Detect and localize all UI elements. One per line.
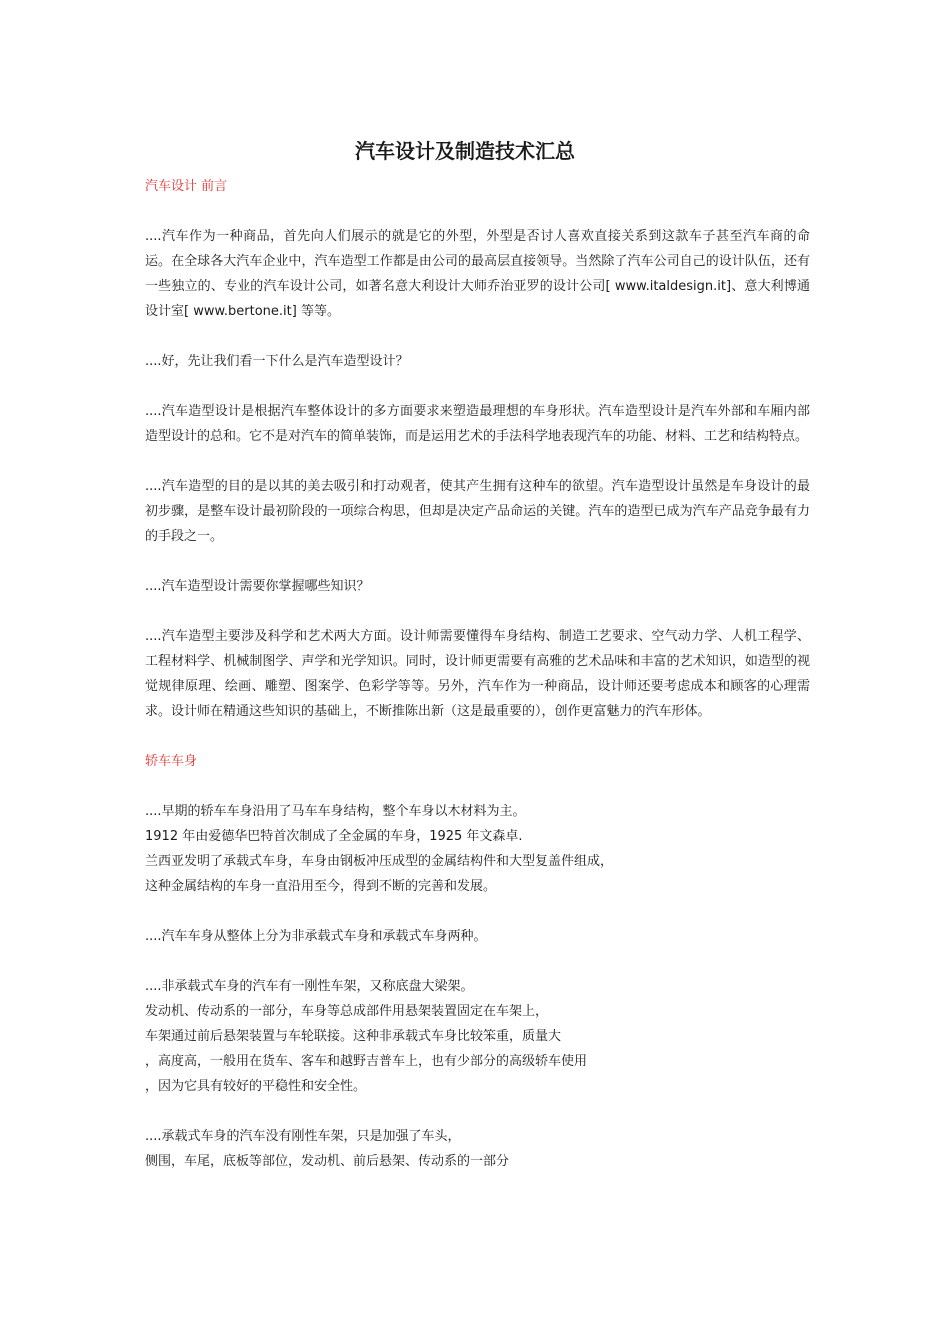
paragraph: ....好，先让我们看一下什么是汽车造型设计？ [145, 354, 409, 369]
text-line: ....汽车车身从整体上分为非承载式车身和承载式车身两种。 [145, 929, 487, 944]
text-line: 兰西亚发明了承载式车身，车身由钢板冲压成型的金属结构件和大型复盖件组成， [145, 854, 614, 869]
paragraph: ....汽车造型主要涉及科学和艺术两大方面。设计师需要懂得车身结构、制造工艺要求、空气动力学、人机工程学、工程材料学、机械制图学、声学和光学知识。同时，设计师更需要有高雅的艺术品味和丰富的艺术知识，如造型的视觉规律原理、绘画、雕塑、图案学、色彩学等等。另外，汽车作为一种商品，设计师还要考虑成本和顾客的心理需求。设计师在精通这些知识的基础上，不断推陈出新（这是最重要的），创作更富魅力的汽车形体。 [145, 629, 810, 719]
section-heading-preface: 汽车设计 前言 [145, 179, 228, 194]
paragraph-block [145, 924, 810, 949]
paragraph-block [145, 799, 810, 899]
text-line: ....非承载式车身的汽车有一刚性车架，又称底盘大梁架。 [145, 979, 474, 994]
text-line: 侧围，车尾，底板等部位，发动机、前后悬架、传动系的一部分 [145, 1154, 510, 1169]
document-body [145, 174, 810, 1199]
paragraph-block [145, 974, 810, 1099]
paragraph: ....汽车作为一种商品，首先向人们展示的就是它的外型，外型是否讨人喜欢直接关系到这款车子甚至汽车商的命运。在全球各大汽车企业中，汽车造型工作都是由公司的最高层直接领导。当然除了汽车公司自己的设计队伍，还有一些独立的、专业的汽车设计公司，如著名意大利设计大师乔治亚罗的设计公司[ www.italdesign.it]、意大利博通设计室[ www.bertone.it] 等等。 [145, 229, 810, 319]
paragraph: ....汽车造型的目的是以其的美去吸引和打动观者，使其产生拥有这种车的欲望。汽车造型设计虽然是车身设计的最初步骤，是整车设计最初阶段的一项综合构思，但却是决定产品命运的关键。汽车的造型已成为汽车产品竞争最有力的手段之一。 [145, 479, 810, 544]
text-line: 这种金属结构的车身一直沿用至今，得到不断的完善和发展。 [145, 879, 497, 894]
text-line: ....早期的轿车车身沿用了马车车身结构，整个车身以木材料为主。 [145, 804, 526, 819]
paragraph-block [145, 1124, 810, 1174]
text-line: 1912 年由爱德华巴特首次制成了全金属的车身，1925 年文森卓. [145, 829, 523, 844]
text-line: ....承载式车身的汽车没有刚性车架，只是加强了车头， [145, 1129, 461, 1144]
text-line: ，因为它具有较好的平稳性和安全性。 [145, 1079, 367, 1094]
text-line: ，高度高，一般用在货车、客车和越野吉普车上，也有少部分的高级轿车使用 [145, 1054, 588, 1069]
paragraph: ....汽车造型设计是根据汽车整体设计的多方面要求来塑造最理想的车身形状。汽车造型设计是汽车外部和车厢内部造型设计的总和。它不是对汽车的简单装饰，而是运用艺术的手法科学地表现汽车的功能、材料、工艺和结构特点。 [145, 404, 810, 444]
page-title: 汽车设计及制造技术汇总 [355, 139, 575, 163]
text-line: 发动机、传动系的一部分，车身等总成部件用悬架装置固定在车架上， [145, 1004, 549, 1019]
paragraph: ....汽车造型设计需要你掌握哪些知识？ [145, 579, 370, 594]
text-line: 车架通过前后悬架装置与车轮联接。这种非承载式车身比较笨重，质量大 [145, 1029, 562, 1044]
section-heading-car-body: 轿车车身 [145, 754, 198, 769]
